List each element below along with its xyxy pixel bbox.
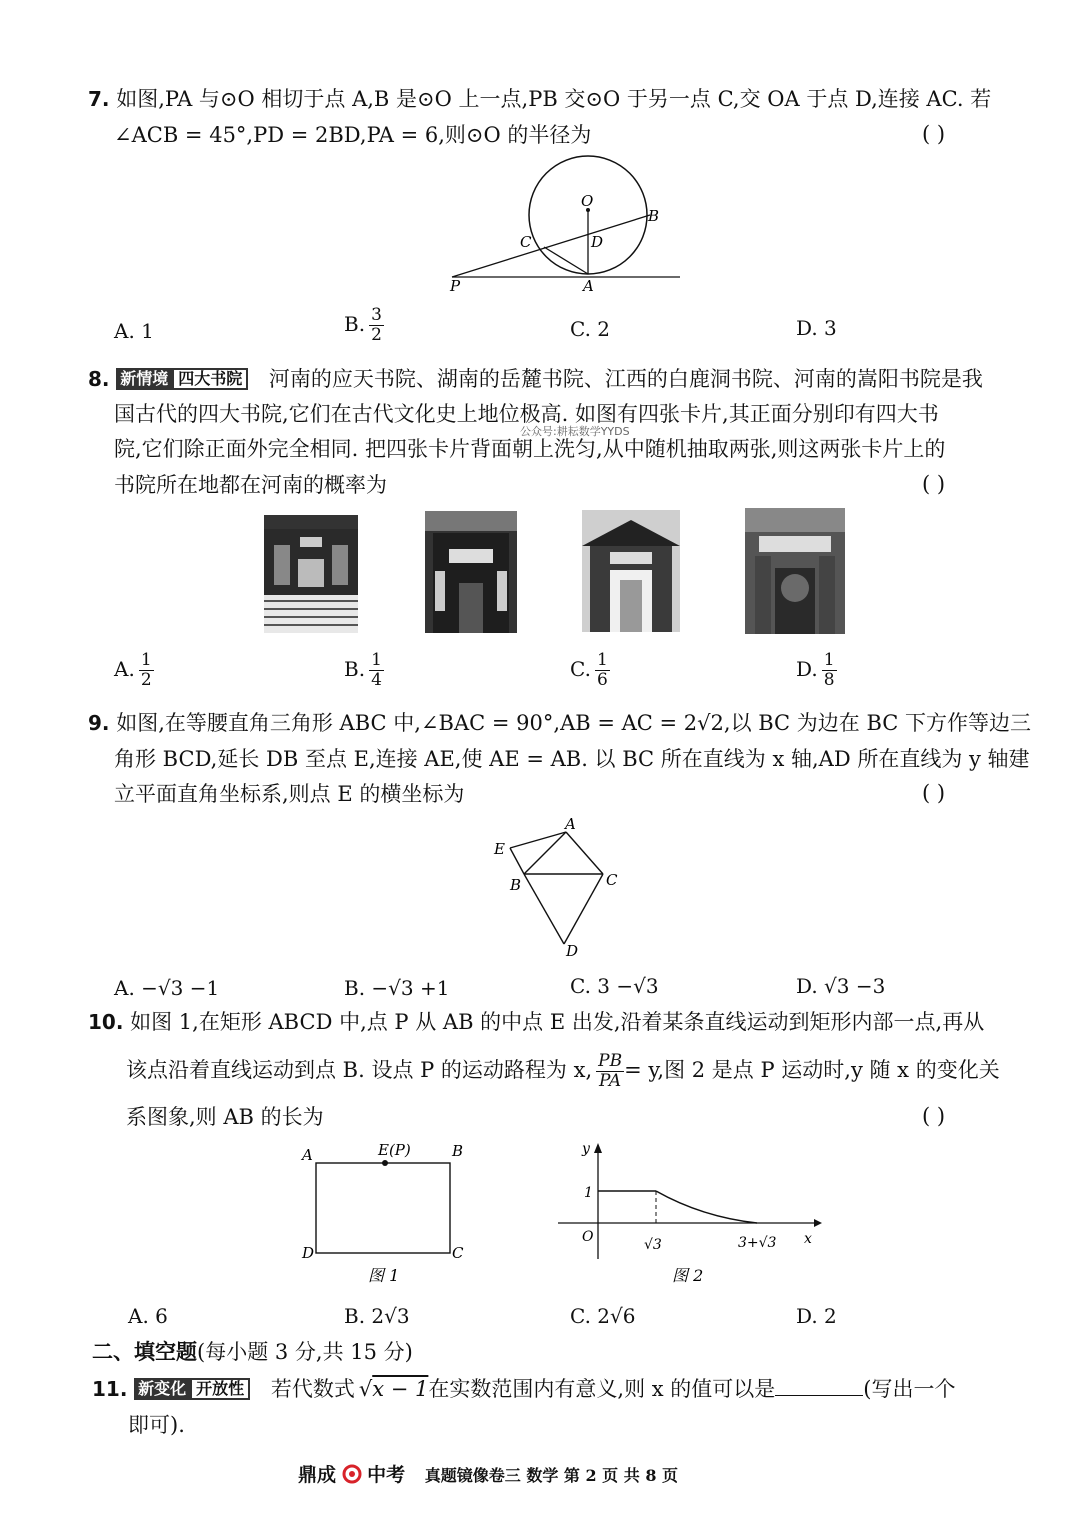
- q8-option-a-fraction: [139, 651, 154, 690]
- q8-option-c-prefix: C.: [570, 657, 591, 681]
- q9-option-d[interactable]: D. √3 −3: [796, 974, 886, 998]
- q11-answer-blank[interactable]: [775, 1395, 863, 1396]
- q9-option-c[interactable]: C. 3 −√3: [570, 974, 659, 998]
- footer-brand-1: 鼎成: [298, 1464, 337, 1486]
- q9-text-1: 如图,在等腰直角三角形 ABC 中,∠BAC = 90°,AB = AC = 2√2,以 BC 为边在 BC 下方作等边三: [116, 711, 1032, 735]
- label-o: O: [581, 192, 594, 210]
- q10-figure-2-graph: [552, 1135, 827, 1285]
- line-pb: [452, 215, 650, 277]
- q8-option-b-prefix: B.: [344, 657, 366, 681]
- q10-line1: [88, 1007, 984, 1037]
- q8-option-c-fraction: [595, 651, 610, 690]
- fraction-denominator: 8: [823, 670, 835, 690]
- label-d: D: [566, 942, 579, 960]
- segment-bd: [524, 874, 564, 944]
- q11-text-end: (写出一个: [863, 1377, 956, 1401]
- q10-text-2b: = y,图 2 是点 P 运动时,y 随 x 的变化关: [624, 1058, 1000, 1082]
- q7-circle-figure: [440, 155, 680, 300]
- q8-option-a-prefix: A.: [114, 657, 135, 681]
- section-note: (每小题 3 分,共 15 分): [197, 1340, 413, 1364]
- q11-tag-open: 开放性: [190, 1378, 250, 1400]
- q10-line3: 系图象,则 AB 的长为: [126, 1105, 324, 1129]
- fraction-denominator: PA: [599, 1071, 622, 1091]
- q10-figure-1-rectangle: [296, 1135, 476, 1285]
- section-fill-in-title: [92, 1336, 413, 1366]
- q10-text-2a: 该点沿着直线运动到点 B. 设点 P 的运动路程为 x,: [126, 1058, 593, 1082]
- x-axis-arrow: [814, 1219, 822, 1227]
- q8-text-1: 河南的应天书院、湖南的岳麓书院、江西的白鹿洞书院、河南的嵩阳书院是我: [268, 367, 983, 391]
- q7-line2: ∠ACB = 45°,PD = 2BD,PA = 6,则⊙O 的半径为: [114, 123, 592, 147]
- q7-line1: [88, 84, 991, 114]
- q11-line2: 即可).: [128, 1413, 185, 1437]
- q8-option-b-fraction: [369, 651, 384, 690]
- academy-photo-2: [425, 511, 517, 633]
- q11-text-post: 在实数范围内有意义,则 x 的值可以是: [428, 1377, 776, 1401]
- q9-answer-paren: ( ): [922, 781, 946, 805]
- fraction-numerator: 1: [140, 650, 152, 670]
- q9-option-a[interactable]: A. −√3 −1: [114, 976, 220, 1000]
- q11-number: 11.: [92, 1377, 128, 1401]
- label-d: D: [302, 1244, 315, 1262]
- label-b: B: [510, 876, 522, 894]
- fraction-numerator: 3: [371, 305, 382, 325]
- q8-line3: 院,它们除正面外完全相同. 把四张卡片背面朝上洗匀,从中随机抽取两张,则这两张卡片上的: [114, 437, 946, 461]
- q10-option-a[interactable]: A. 6: [128, 1304, 168, 1328]
- q9-line3: 立平面直角坐标系,则点 E 的横坐标为: [114, 782, 465, 806]
- q9-option-b[interactable]: B. −√3 +1: [344, 976, 450, 1000]
- label-x: x: [804, 1231, 812, 1247]
- graph-segment-curve: [656, 1191, 757, 1223]
- q8-line1: [88, 364, 983, 394]
- label-p: P: [450, 277, 461, 295]
- point-e: [382, 1160, 388, 1166]
- q7-option-b-prefix: B.: [344, 312, 366, 336]
- label-d: D: [591, 233, 604, 251]
- academy-photo-1: [264, 515, 358, 633]
- academy-photo-3: [582, 510, 680, 632]
- label-a: A: [302, 1146, 313, 1164]
- segment-ac: [566, 832, 603, 874]
- q8-line2: 国古代的四大书院,它们在古代文化史上地位极高. 如图有四张卡片,其正面分别印有四大书: [114, 402, 939, 426]
- q7-option-b[interactable]: [344, 306, 384, 345]
- segment-be: [510, 848, 524, 874]
- label-a: A: [565, 815, 576, 833]
- q10-answer-paren: ( ): [922, 1104, 946, 1128]
- label-one: 1: [584, 1185, 593, 1201]
- q9-triangle-figure: [488, 812, 628, 962]
- label-c: C: [606, 871, 618, 889]
- q10-ratio-fraction: [596, 1052, 624, 1091]
- label-ep: E(P): [378, 1141, 411, 1159]
- label-a: A: [583, 277, 594, 295]
- q8-option-d-prefix: D.: [796, 657, 818, 681]
- fraction-numerator: 1: [371, 650, 382, 670]
- label-b: B: [452, 1142, 464, 1160]
- q10-line2: [126, 1052, 1000, 1091]
- label-e: E: [494, 840, 505, 858]
- label-sqrt3: √3: [644, 1237, 662, 1253]
- fraction-numerator: 1: [823, 650, 835, 670]
- label-b: B: [648, 207, 660, 225]
- q8-line4: 书院所在地都在河南的概率为: [114, 473, 387, 497]
- q8-option-b[interactable]: [344, 651, 384, 690]
- q7-number: 7.: [88, 87, 110, 111]
- label-3-plus-sqrt3: 3+√3: [738, 1235, 777, 1251]
- q10-option-c[interactable]: C. 2√6: [570, 1304, 636, 1328]
- q8-tag-academies: 四大书院: [172, 368, 248, 390]
- footer-brand-2: 中考: [367, 1464, 406, 1486]
- fraction-denominator: 4: [371, 670, 382, 690]
- q10-option-d[interactable]: D. 2: [796, 1304, 837, 1328]
- figure-2-caption: 图 2: [672, 1266, 704, 1285]
- q11-radicand: x − 1: [372, 1377, 429, 1401]
- q8-option-d[interactable]: [796, 651, 837, 690]
- label-c: C: [452, 1244, 464, 1262]
- watermark: 公众号:耕耘数学YYDS: [520, 425, 630, 438]
- q7-text-1: 如图,PA 与⊙O 相切于点 A,B 是⊙O 上一点,PB 交⊙O 于另一点 C,交 OA 于点 D,连接 AC. 若: [116, 87, 992, 111]
- q11-text-pre: 若代数式: [270, 1377, 355, 1401]
- q8-answer-paren: ( ): [922, 472, 946, 496]
- academy-photo-4: [745, 508, 845, 634]
- q11-line1: 11. 新变化 开放性 若代数式 √x − 1在实数范围内有意义,则 x 的值可以是 (写出一个: [92, 1377, 956, 1401]
- footer-text: 真题镜像卷三 数学 第 2 页 共 8 页: [424, 1466, 679, 1485]
- section-title: 二、填空题: [92, 1340, 197, 1364]
- fraction-numerator: PB: [598, 1051, 623, 1071]
- fraction-denominator: 6: [596, 670, 608, 690]
- fraction-numerator: 1: [596, 650, 608, 670]
- q9-line1: [88, 708, 1031, 738]
- q7-option-b-fraction: [369, 306, 384, 345]
- q8-number: 8.: [88, 367, 110, 391]
- label-origin: O: [582, 1229, 594, 1245]
- q10-option-b[interactable]: B. 2√3: [344, 1304, 410, 1328]
- q9-number: 9.: [88, 711, 110, 735]
- page-footer: [298, 1460, 678, 1487]
- q8-tag-new-scenario: 新情境: [116, 368, 172, 390]
- fraction-denominator: 2: [140, 670, 152, 690]
- q7-option-a[interactable]: A. 1: [114, 319, 154, 343]
- q11-tag-new-change: 新变化: [134, 1378, 190, 1400]
- label-y: y: [582, 1141, 590, 1157]
- q10-number: 10.: [88, 1010, 124, 1034]
- q7-option-c[interactable]: C. 2: [570, 317, 611, 341]
- q8-option-d-fraction: [822, 651, 837, 690]
- label-c: C: [520, 233, 532, 251]
- figure-1-caption: 图 1: [368, 1266, 400, 1285]
- q10-text-1: 如图 1,在矩形 ABCD 中,点 P 从 AB 的中点 E 出发,沿着某条直线运动到矩形内部一点,再从: [130, 1010, 985, 1034]
- q7-option-d[interactable]: D. 3: [796, 316, 837, 340]
- target-logo-icon: [342, 1464, 362, 1484]
- q8-option-c[interactable]: [570, 651, 610, 690]
- fraction-denominator: 2: [371, 325, 382, 345]
- y-axis-arrow: [594, 1143, 602, 1153]
- q7-answer-paren: ( ): [922, 122, 946, 146]
- q9-line2: 角形 BCD,延长 DB 至点 E,连接 AE,使 AE = AB. 以 BC 所在直线为 x 轴,AD 所在直线为 y 轴建: [114, 747, 1030, 771]
- segment-cd: [564, 874, 603, 944]
- q8-option-a[interactable]: [114, 651, 154, 690]
- rectangle-abcd: [316, 1163, 450, 1253]
